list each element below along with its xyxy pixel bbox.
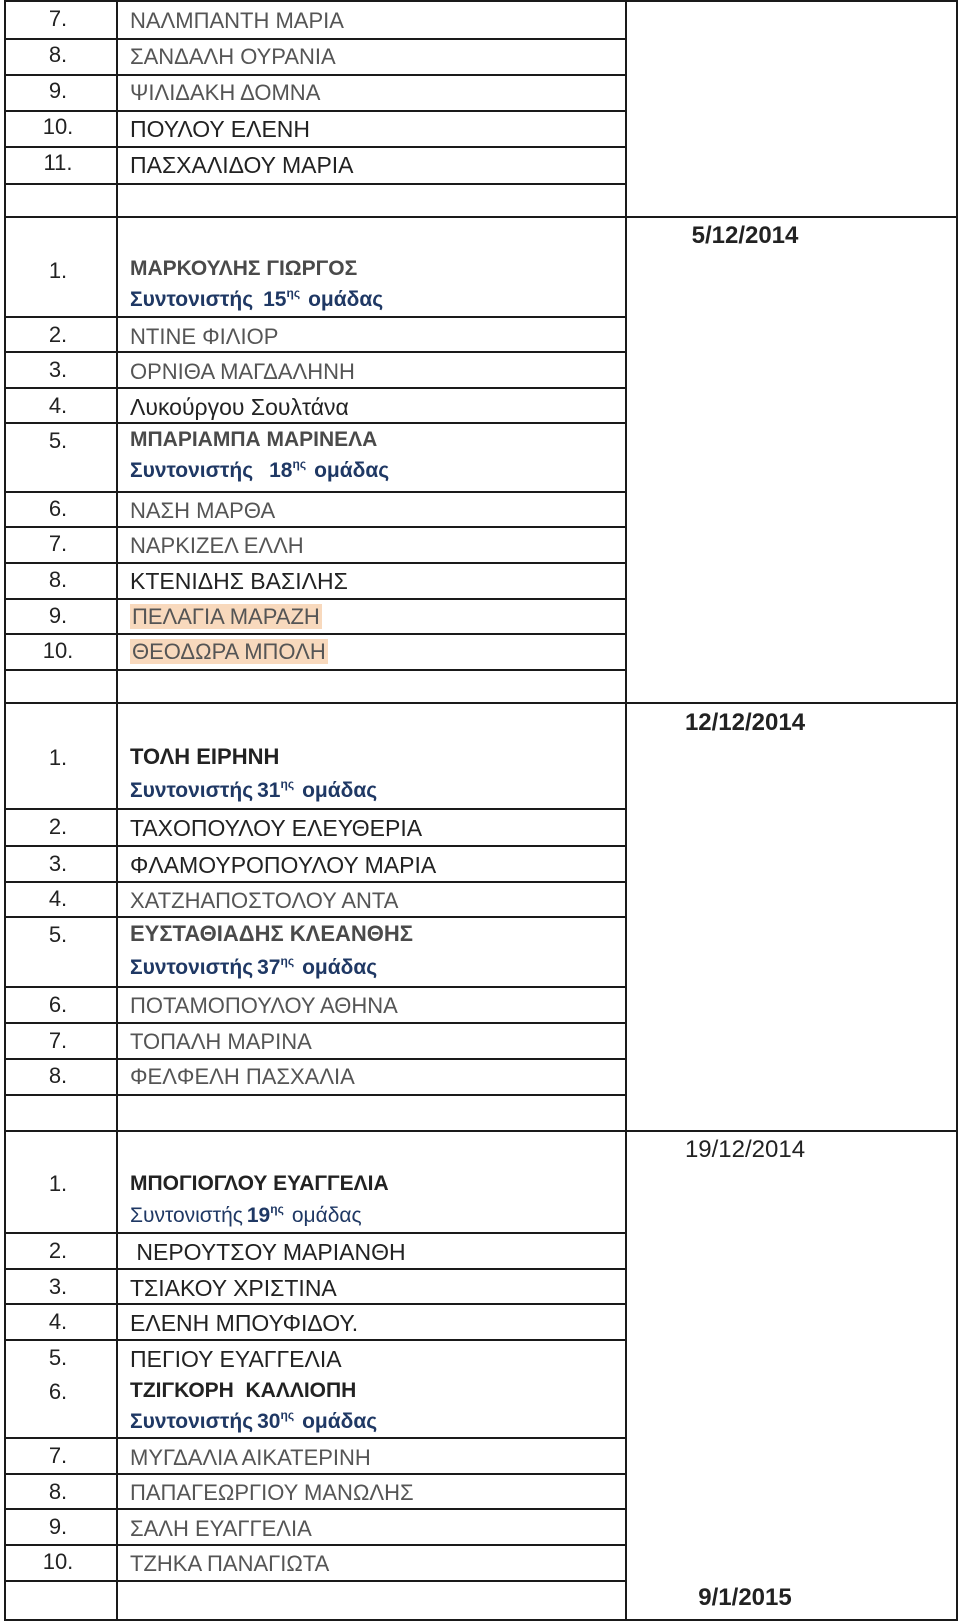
participant-name-highlighted <box>130 639 328 665</box>
table-row-divider <box>4 1094 627 1096</box>
row-number: 10. <box>42 114 74 139</box>
participant-name: ΤΖΙΓΚΟΡΗ ΚΑΛΛΙΟΠΗ <box>130 1379 357 1402</box>
table-row-divider <box>4 110 627 112</box>
coordinator-label <box>130 955 377 981</box>
table-row-divider <box>4 1508 627 1510</box>
row-number: 8. <box>48 1479 68 1504</box>
row-number: 7. <box>48 6 68 31</box>
participant-name: ΤΟΠΑΛΗ ΜΑΡΙΝΑ <box>130 1029 312 1054</box>
participant-name: ΜΑΡΚΟΥΛΗΣ ΓΙΩΡΓΟΣ <box>130 257 358 280</box>
session-date: 19/12/2014 <box>684 1136 806 1163</box>
table-row-divider <box>4 526 627 528</box>
table-border-left <box>4 0 6 1621</box>
ordinal-suffix: ης <box>280 1408 295 1422</box>
table-column-divider <box>625 0 627 1621</box>
group-word: ομάδας <box>308 288 384 311</box>
coordinator-word: Συντονιστής <box>130 459 254 482</box>
participant-name: ΦΕΛΦΕΛΗ ΠΑΣΧΑΛΙΑ <box>130 1064 355 1089</box>
table-row-divider <box>4 1303 627 1305</box>
table-row-divider <box>4 1130 958 1132</box>
group-number: 31 <box>257 779 281 802</box>
table-row-divider <box>4 422 627 424</box>
table-row-divider <box>4 146 627 148</box>
session-date: 9/1/2015 <box>698 1584 792 1611</box>
table-row-divider <box>4 183 627 185</box>
row-number: 5. <box>48 922 68 947</box>
table-row-divider <box>4 387 627 389</box>
row-number: 4. <box>48 1309 68 1334</box>
group-word: ομάδας <box>302 779 378 802</box>
group-number: 19 <box>246 1204 271 1227</box>
highlighted-text: ΘΕΟΔΩΡΑ ΜΠΟΛΗ <box>132 639 326 664</box>
table-row-divider <box>4 881 627 883</box>
participant-name: ΝΑΡΚΙΖΕΛ ΕΛΛΗ <box>130 533 304 558</box>
participant-name: ΤΑΧΟΠΟΥΛΟΥ ΕΛΕΥΘΕΡΙΑ <box>130 815 423 841</box>
row-number: 7. <box>48 1028 68 1053</box>
row-number: 4. <box>48 886 68 911</box>
participant-name-highlighted <box>130 604 322 630</box>
ordinal-suffix: ης <box>280 954 295 968</box>
group-word: ομάδας <box>314 459 390 482</box>
table-row-divider <box>4 1232 627 1234</box>
row-number: 5. <box>48 1345 68 1370</box>
participant-name: ΠΑΠΑΓΕΩΡΓΙΟΥ ΜΑΝΩΛΗΣ <box>130 1480 414 1505</box>
ordinal-suffix: ης <box>292 457 307 471</box>
group-number: 37 <box>257 956 281 979</box>
participant-name: ΠΑΣΧΑΛΙΔΟΥ ΜΑΡΙΑ <box>130 152 354 178</box>
coordinator-word: Συντονιστής <box>130 1204 243 1227</box>
row-number: 8. <box>48 42 68 67</box>
row-number: 8. <box>48 1063 68 1088</box>
row-number: 9. <box>48 78 68 103</box>
participant-name: ΜΠΟΓΙΟΓΛΟΥ ΕΥΑΓΓΕΛΙΑ <box>130 1172 389 1195</box>
row-number: 9. <box>48 603 68 628</box>
coordinator-label <box>130 458 389 484</box>
participant-name: ΟΡΝΙΘΑ ΜΑΓΔΑΛΗΝΗ <box>130 359 355 384</box>
row-number: 10. <box>42 638 74 663</box>
row-number: 6. <box>48 992 68 1017</box>
table-row-divider <box>4 316 627 318</box>
ordinal-suffix: ης <box>270 1202 284 1216</box>
row-number: 7. <box>48 1443 68 1468</box>
participant-name: ΣΑΝΔΑΛΗ ΟΥΡΑΝΙΑ <box>130 44 336 69</box>
row-number: 6. <box>48 496 68 521</box>
table-row-divider <box>4 491 627 493</box>
coordinator-word: Συντονιστής <box>130 288 254 311</box>
coordinator-label <box>130 1409 377 1435</box>
row-number: 1. <box>48 745 68 770</box>
row-number: 4. <box>48 393 68 418</box>
participant-name: ΝΑΛΜΠΑΝΤΗ ΜΑΡΙΑ <box>130 8 344 33</box>
participant-name: ΧΑΤΖΗΑΠΟΣΤΟΛΟΥ ΑΝΤΑ <box>130 888 399 913</box>
table-row-divider <box>4 38 627 40</box>
group-word: ομάδας <box>302 1410 378 1433</box>
session-date: 5/12/2014 <box>691 222 799 249</box>
coordinator-word: Συντονιστής <box>130 956 254 979</box>
table-row-divider <box>4 1437 627 1439</box>
coordinator-word: Συντονιστής <box>130 1410 254 1433</box>
coordinator-word: Συντονιστής <box>130 779 254 802</box>
session-date: 12/12/2014 <box>684 709 806 736</box>
participant-name: ΝΑΣΗ ΜΑΡΘΑ <box>130 498 276 523</box>
group-number: 18 <box>269 459 293 482</box>
table-row-divider <box>4 1339 627 1341</box>
table-row-divider <box>4 1022 627 1024</box>
group-word: ομάδας <box>291 1204 362 1227</box>
table-row-divider <box>4 1473 627 1475</box>
table-column-divider <box>116 0 118 1621</box>
table-row-divider <box>4 669 627 671</box>
table-row-divider <box>4 986 627 988</box>
table-row-divider <box>4 633 627 635</box>
participant-name: ΨΙΛΙΔΑΚΗ ΔΟΜΝΑ <box>130 80 321 105</box>
row-number: 6. <box>48 1379 68 1404</box>
participant-name: ΕΥΣΤΑΘΙΑΔΗΣ ΚΛΕΑΝΘΗΣ <box>130 921 413 946</box>
participant-name: ΜΥΓΔΑΛΙΑ ΑΙΚΑΤΕΡΙΝΗ <box>130 1445 371 1470</box>
row-number: 1. <box>48 258 68 283</box>
table-row-divider <box>4 916 627 918</box>
table-row-divider <box>4 1580 627 1582</box>
table-row-divider <box>4 351 627 353</box>
participant-name: ΠΕΓΙΟΥ ΕΥΑΓΓΕΛΙΑ <box>130 1346 342 1372</box>
participant-name: ΕΛΕΝΗ ΜΠΟΥΦΙΔΟΥ. <box>130 1310 359 1336</box>
coordinator-label <box>130 778 377 804</box>
coordinator-label <box>130 287 383 313</box>
participant-name: ΤΟΛΗ ΕΙΡΗΝΗ <box>130 744 280 769</box>
row-number: 10. <box>42 1549 74 1574</box>
row-number: 2. <box>48 814 68 839</box>
group-number: 15 <box>263 288 287 311</box>
participant-name: ΦΛΑΜΟΥΡΟΠΟΥΛΟΥ ΜΑΡΙΑ <box>130 852 437 878</box>
highlighted-text: ΠΕΛΑΓΙΑ ΜΑΡΑΖΗ <box>132 604 320 629</box>
row-number: 3. <box>48 851 68 876</box>
participant-name: ΝΤΙΝΕ ΦΙΛΙΟΡ <box>130 324 279 349</box>
participant-name: ΚΤΕΝΙΔΗΣ ΒΑΣΙΛΗΣ <box>130 568 348 594</box>
row-number: 2. <box>48 322 68 347</box>
table-row-divider <box>4 1268 627 1270</box>
table-row-divider <box>4 74 627 76</box>
table-row-divider <box>4 562 627 564</box>
group-number: 30 <box>257 1410 281 1433</box>
row-number: 7. <box>48 531 68 556</box>
table-row-divider <box>4 1058 627 1060</box>
table-row-divider <box>4 808 627 810</box>
row-number: 2. <box>48 1238 68 1263</box>
table-row-divider <box>4 0 958 2</box>
participant-name: ΝΕΡΟΥΤΣΟΥ ΜΑΡΙΑΝΘΗ <box>130 1239 406 1265</box>
participant-name: ΤΣΙΑΚΟΥ ΧΡΙΣΤΙΝΑ <box>130 1275 337 1301</box>
group-word: ομάδας <box>302 956 378 979</box>
table-row-divider <box>4 1544 627 1546</box>
table-row-divider <box>4 845 627 847</box>
ordinal-suffix: ης <box>286 286 301 300</box>
coordinator-label <box>130 1203 362 1229</box>
ordinal-suffix: ης <box>280 777 295 791</box>
row-number: 1. <box>48 1171 68 1196</box>
participant-name: ΠΟΤΑΜΟΠΟΥΛΟΥ ΑΘΗΝΑ <box>130 993 398 1018</box>
participant-name: Λυκούργου Σουλτάνα <box>130 394 349 420</box>
row-number: 3. <box>48 357 68 382</box>
table-row-divider <box>4 598 627 600</box>
participant-name: ΤΖΗΚΑ ΠΑΝΑΓΙΩΤΑ <box>130 1551 330 1576</box>
table-row-divider <box>4 216 958 218</box>
participant-name: ΜΠΑΡΙΑΜΠΑ ΜΑΡΙΝΕΛΑ <box>130 428 378 451</box>
row-number: 11. <box>43 150 73 175</box>
participant-name: ΣΑΛΗ ΕΥΑΓΓΕΛΙΑ <box>130 1516 312 1541</box>
row-number: 8. <box>48 567 68 592</box>
row-number: 3. <box>48 1274 68 1299</box>
table-border-right <box>956 0 958 1621</box>
participant-name: ΠΟΥΛΟΥ ΕΛΕΝΗ <box>130 116 311 142</box>
row-number: 5. <box>48 428 68 453</box>
row-number: 9. <box>48 1514 68 1539</box>
table-row-divider <box>4 702 958 704</box>
